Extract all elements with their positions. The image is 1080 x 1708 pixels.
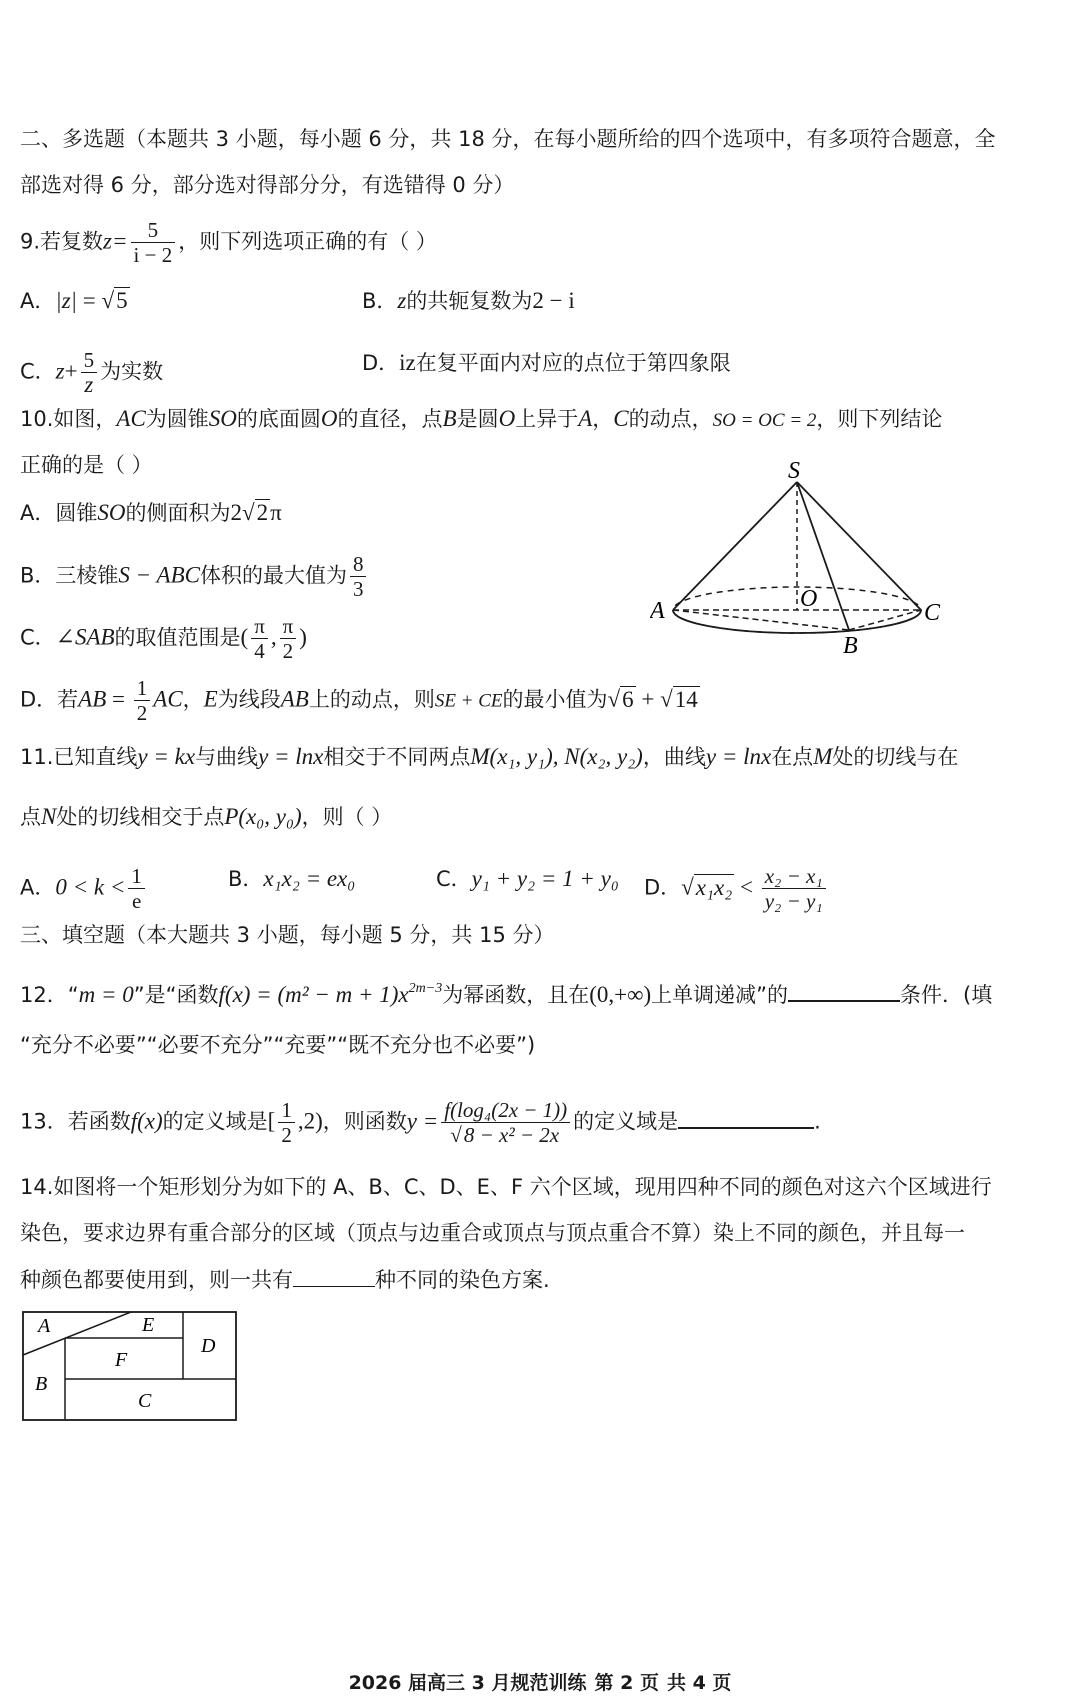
- q9-option-a: A．|z| = √5: [20, 288, 128, 313]
- q12-answer-blank[interactable]: [788, 978, 900, 1002]
- q10-option-b: B．三棱锥S − ABC体积的最大值为 $\frac{8}{3}$: [20, 552, 369, 601]
- question-10-stem-line2: 正确的是（ ）: [20, 453, 153, 477]
- regions-figure: [20, 1308, 242, 1426]
- region-label-d: D: [201, 1335, 216, 1357]
- footer-title: 2026 届高三 3 月规范训练: [348, 1672, 587, 1694]
- q9-fraction: $\frac{5}{i - 2}$: [131, 218, 176, 267]
- cone-figure: [650, 460, 950, 660]
- section2-header-line1: 二、多选题（本题共 3 小题，每小题 6 分，共 18 分，在每小题所给的四个选项中，有多项符合题意，全: [20, 127, 996, 151]
- cone-label-s: S: [788, 460, 800, 484]
- question-12-stem: 12．“m = 0”是“函数$f(x) = (m^2 - m + 1)x^{2m-3}$为幂函数，且在(0,+∞)上单调递减”的 条件．(填: [20, 974, 992, 1010]
- page-footer: [0, 1668, 1080, 1695]
- question-13-stem: 13．若函数f(x)的定义域是[ $\frac{1}{2}$ ,2)，则函数y = $\frac{\text{f(log₄(2x − 1))}}{\text{√8 − x² − 2x}}$ 的定义域是 .: [20, 1098, 821, 1147]
- cone-chord-ab: [673, 610, 849, 630]
- q13-answer-blank[interactable]: [678, 1105, 814, 1129]
- q10-option-d: D．若AB = $\frac{1}{2}$ AC，E为线段AB上的动点，则SE + CE的最小值为√6 + √14: [20, 676, 698, 725]
- q9-c-fraction: $\frac{5}{z}$: [81, 348, 98, 397]
- cone-edge-sa: [673, 482, 797, 610]
- cone-label-c: C: [924, 600, 941, 626]
- q10-option-c: C．∠SAB的取值范围是( $\frac{\pi}{4}$ , $\frac{\pi}{2}$ ): [20, 614, 307, 663]
- region-label-f: F: [115, 1349, 128, 1371]
- q14-answer-blank[interactable]: [293, 1264, 375, 1287]
- footer-total: 共 4 页: [666, 1672, 732, 1694]
- region-label-a: A: [38, 1315, 51, 1337]
- question-12-stem-line2: “充分不必要”“必要不充分”“充要”“既不充分也不必要”): [20, 1033, 536, 1057]
- question-11-stem-line2: 点N处的切线相交于点P(x₀, y₀)，则（ ）: [20, 804, 393, 829]
- region-label-e: E: [142, 1314, 155, 1336]
- question-10-stem: 10.如图，AC为圆锥SO的底面圆O的直径，点B是圆O上异于A，C的动点，SO = OC = 2，则下列结论: [20, 406, 943, 431]
- footer-page: 第 2 页: [594, 1672, 659, 1694]
- question-9-stem: 9.若复数z= $\frac{5}{i - 2}$ ，则下列选项正确的有（ ）: [20, 218, 437, 267]
- section2-header-line2: 部选对得 6 分，部分选对得部分分，有选错得 0 分）: [20, 173, 515, 197]
- region-label-b: B: [35, 1373, 48, 1395]
- cone-label-b: B: [843, 633, 858, 659]
- cone-label-o: O: [800, 586, 818, 612]
- question-14-line1: 14.如图将一个矩形划分为如下的 A、B、C、D、E、F 六个区域，现用四种不同的颜色对这六个区域进行: [20, 1175, 992, 1199]
- q11-option-a: A．0 < k < $\frac{1}{e}$: [20, 864, 148, 913]
- question-11-stem: 11.已知直线y = kx与曲线y = lnx相交于不同两点M(x₁, y₁), N(x₂, y₂)，曲线y = lnx在点M处的切线与在: [20, 744, 959, 769]
- q11-option-c: C．y₁ + y₂ = 1 + y₀: [436, 866, 619, 891]
- region-label-c: C: [138, 1390, 152, 1412]
- question-14-line2: 染色，要求边界有重合部分的区域（顶点与边重合或顶点与顶点重合不算）染上不同的颜色，并且每一: [20, 1221, 965, 1245]
- q9-option-d: D．iz在复平面内对应的点位于第四象限: [362, 350, 731, 375]
- q9-option-c: C．z+ $\frac{5}{z}$ 为实数: [20, 348, 164, 397]
- regions-outer-rect: [23, 1312, 236, 1420]
- q11-option-b: B．x₁x₂ = ex₀: [228, 866, 356, 891]
- question-14-line3: 种颜色都要使用到，则一共有 种不同的染色方案.: [20, 1264, 550, 1295]
- section3-header: 三、填空题（本大题共 3 小题，每小题 5 分，共 15 分）: [20, 923, 555, 947]
- q9-option-b: B．z的共轭复数为2 − i: [362, 288, 575, 313]
- q11-option-d: D．√x₁x₂ < $\frac{\text{x₂ − x₁}}{\text{y₂ − y₁}}$: [644, 864, 829, 913]
- cone-base-front-arc: [673, 610, 921, 633]
- q10-option-a: A．圆锥SO的侧面积为2√2π: [20, 500, 282, 525]
- cone-label-a: A: [650, 598, 665, 624]
